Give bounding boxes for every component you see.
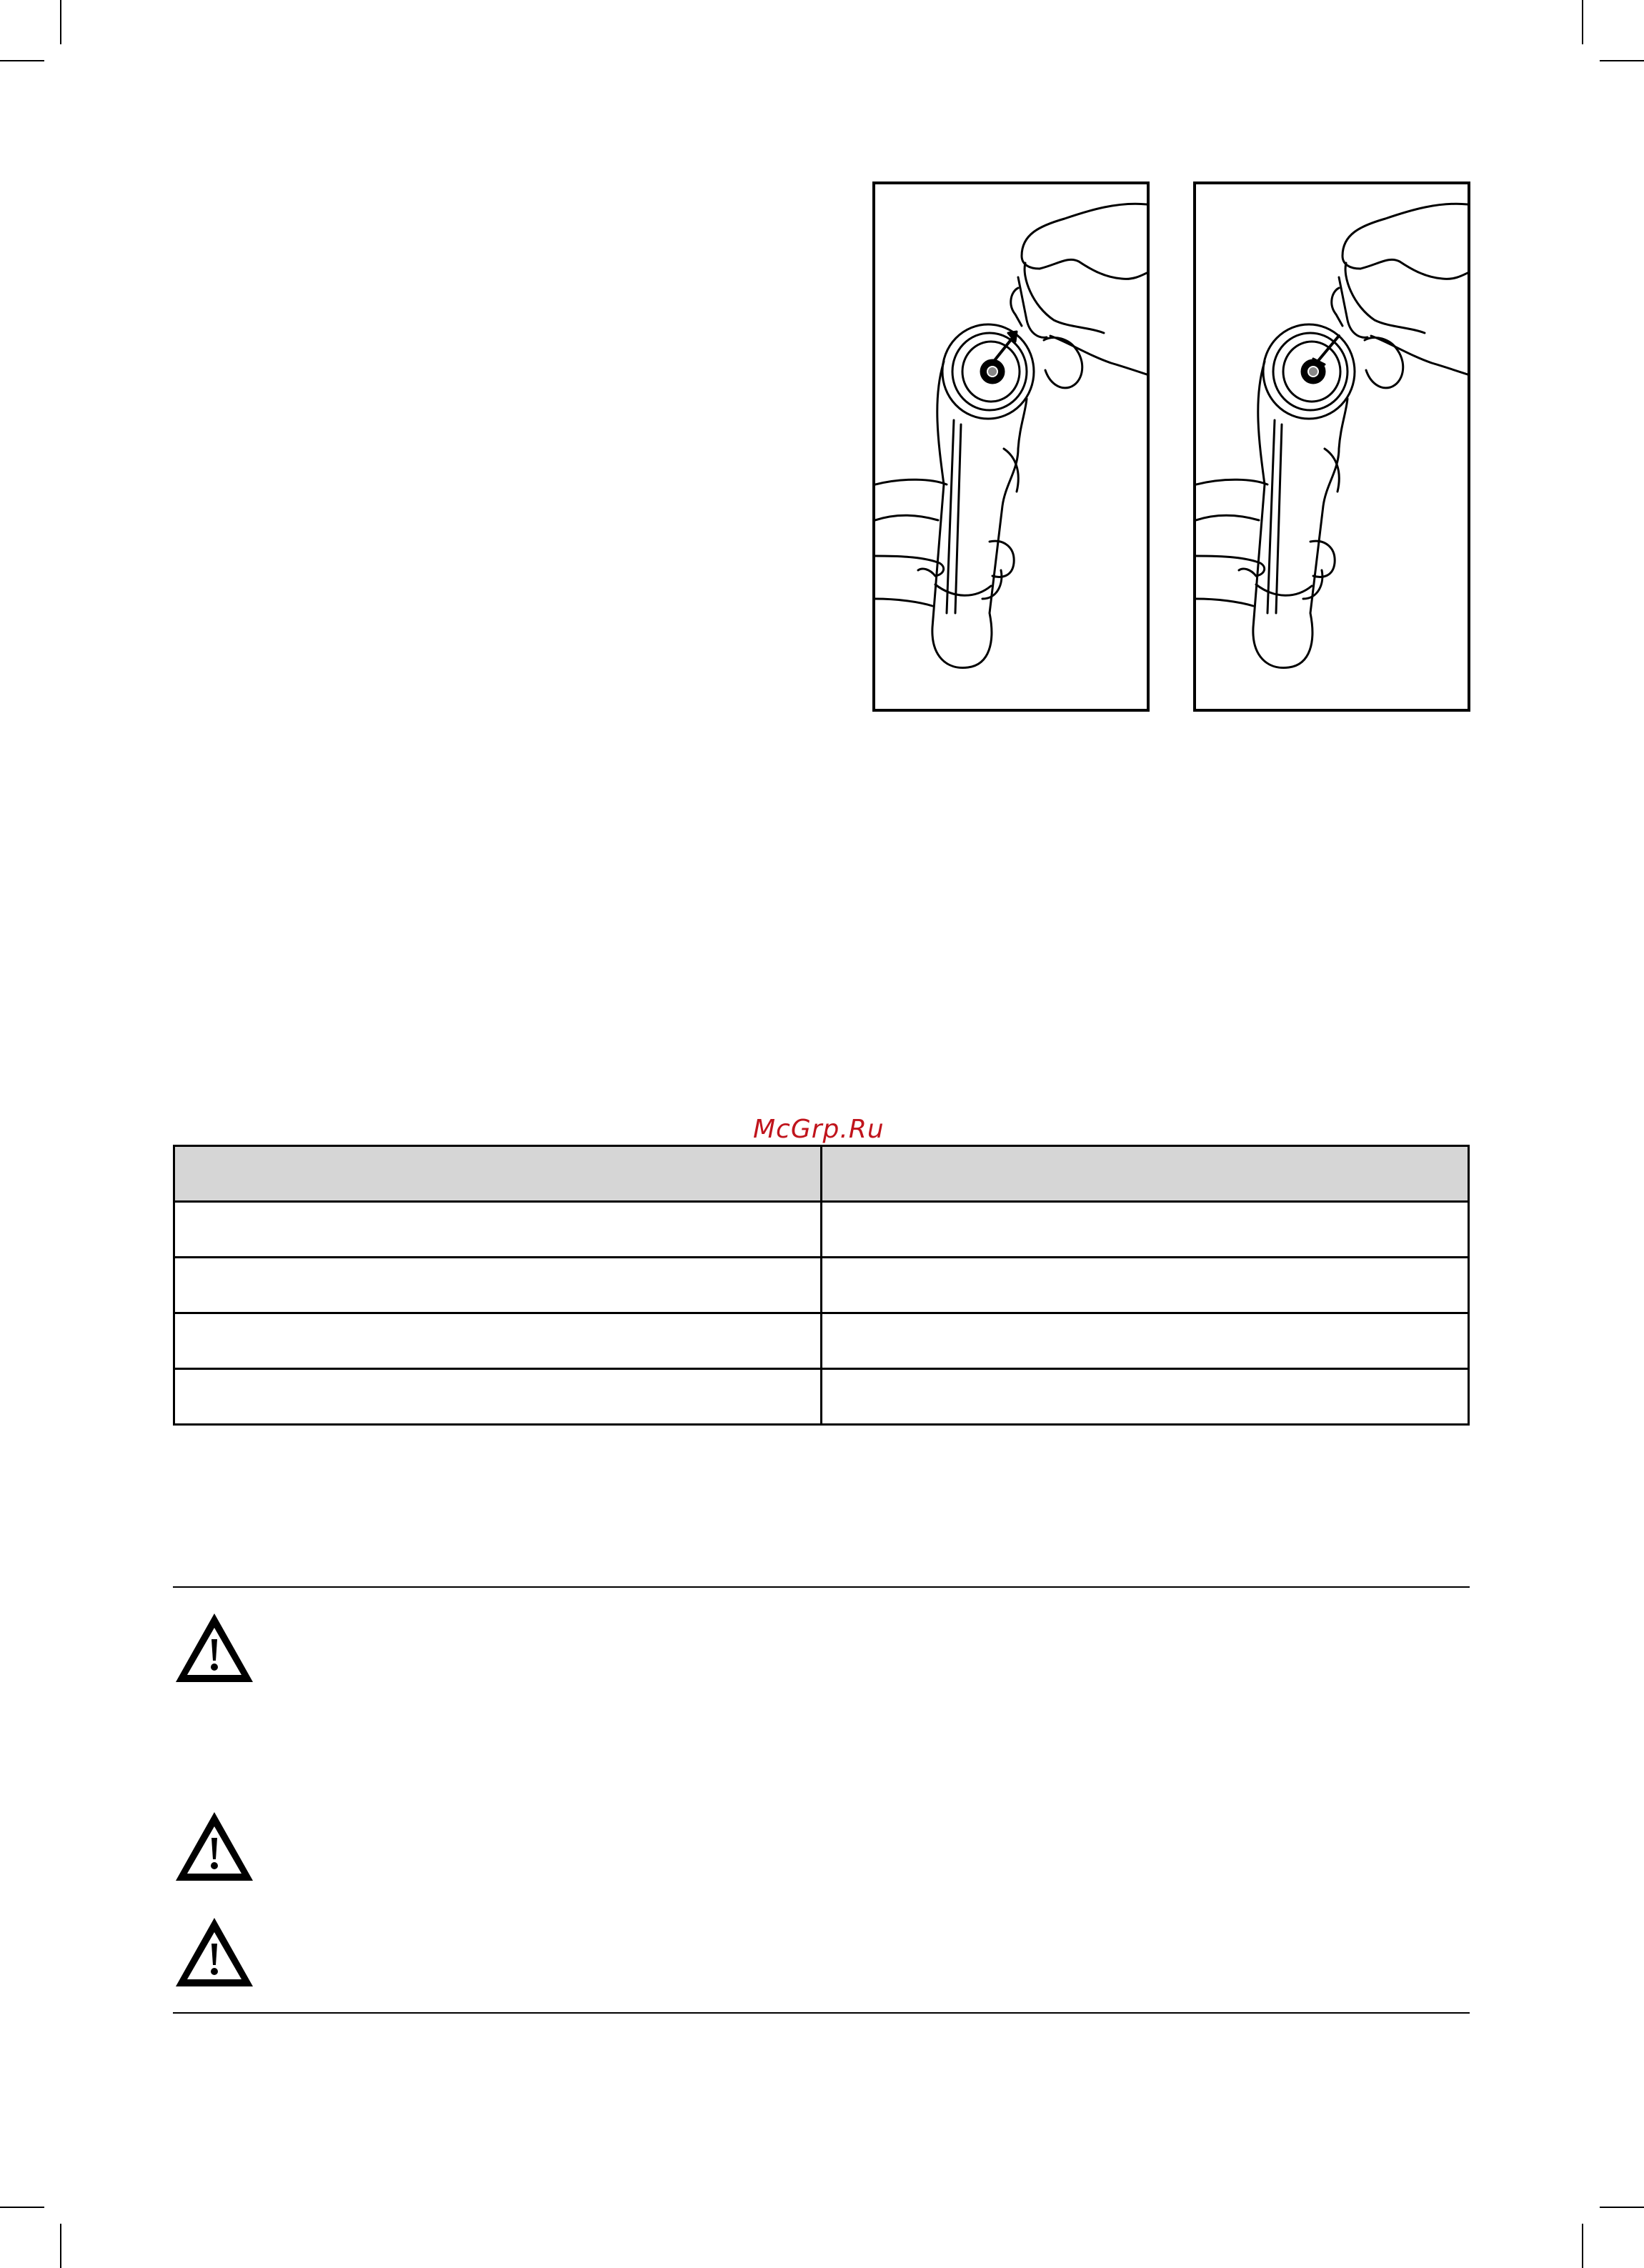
table-row: [174, 1258, 1469, 1313]
figure-left-illustration: [875, 184, 1147, 709]
crop-mark-top-right-v: [1582, 0, 1583, 44]
table-cell: [822, 1258, 1469, 1313]
table-cell: [822, 1313, 1469, 1369]
table-cell: [174, 1369, 822, 1425]
spec-table-header-cell: [822, 1146, 1469, 1202]
figure-left: [872, 181, 1150, 712]
figure-right: [1193, 181, 1470, 712]
crop-mark-top-left-v: [60, 0, 61, 44]
table-cell: [822, 1202, 1469, 1258]
table-cell: [174, 1258, 822, 1313]
spec-table-header-row: [174, 1146, 1469, 1202]
divider-bottom: [173, 2012, 1470, 2014]
table-row: [174, 1369, 1469, 1425]
spec-table: [173, 1145, 1470, 1426]
warning-triangle-icon: [173, 1809, 256, 1884]
watermark: McGrp.Ru: [753, 1115, 885, 1144]
table-cell: [174, 1202, 822, 1258]
table-row: [174, 1313, 1469, 1369]
warning-triangle-icon: [173, 1611, 256, 1685]
divider-top: [173, 1586, 1470, 1588]
table-cell: [822, 1369, 1469, 1425]
crop-mark-bottom-right-v: [1582, 2224, 1583, 2268]
figure-right-illustration: [1196, 184, 1468, 709]
table-cell: [174, 1313, 822, 1369]
warning-triangle-icon: [173, 1915, 256, 1989]
spec-table-header-cell: [174, 1146, 822, 1202]
crop-mark-bottom-right-h: [1600, 2207, 1644, 2208]
crop-mark-bottom-left-h: [0, 2207, 44, 2208]
table-row: [174, 1202, 1469, 1258]
crop-mark-top-right-h: [1600, 60, 1644, 61]
crop-mark-top-left-h: [0, 60, 44, 61]
crop-mark-bottom-left-v: [60, 2224, 61, 2268]
